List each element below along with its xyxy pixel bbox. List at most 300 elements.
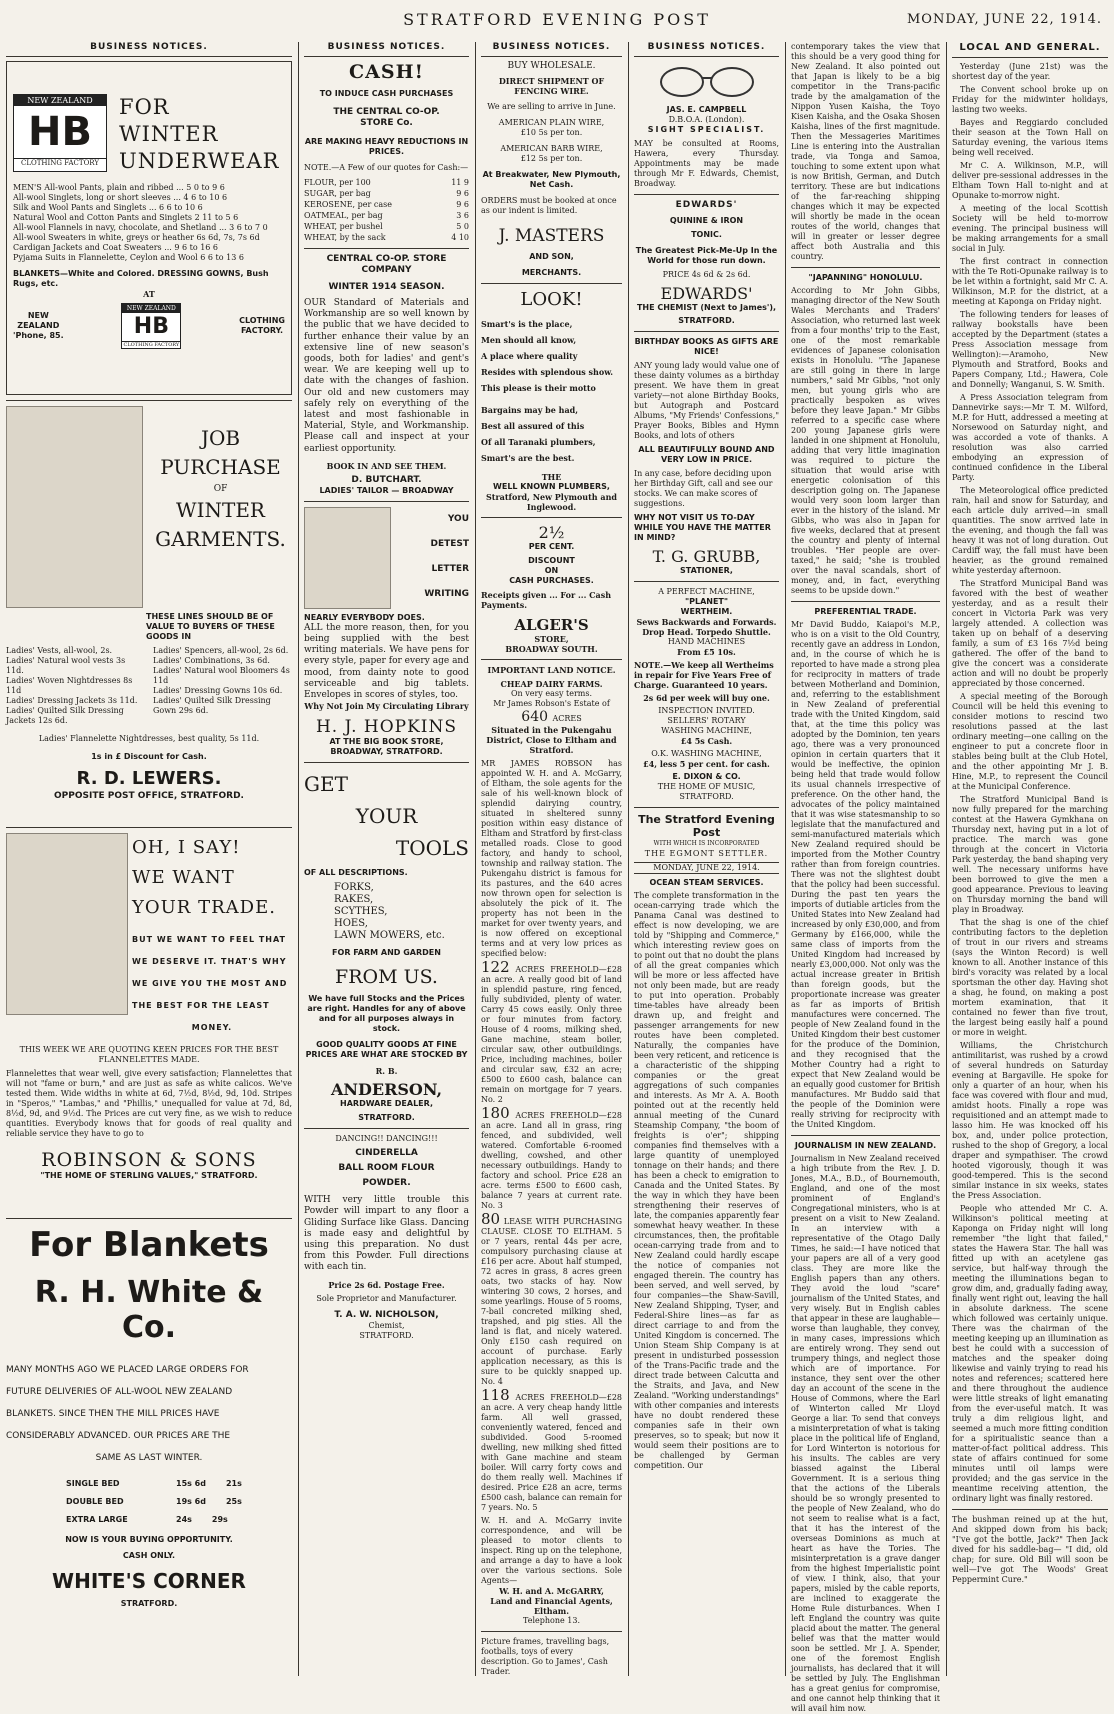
section-label: BUSINESS NOTICES. — [634, 42, 779, 57]
lewers-extra: Ladies' Flannelette Nightdresses, best quality, 5s 11d. — [38, 734, 260, 743]
dixon-from: From £5 10s. — [677, 647, 736, 657]
robinson-quoting: THIS WEEK WE ARE QUOTING KEEN PRICES FOR THE BEST FLANNELETTES MADE. — [19, 1045, 279, 1064]
white-price-b: 29s — [211, 1515, 228, 1524]
coop-note: NOTE.—A Few of our quotes for Cash:— — [304, 163, 469, 172]
article-heading: JOURNALISM IN NEW ZEALAND. — [794, 1141, 937, 1150]
column-rule — [628, 42, 629, 1676]
edwards-tonic: EDWARDS' — [675, 200, 738, 210]
land-agents2: Land and Financial Agents, Eltham. — [490, 1596, 613, 1616]
look-title: LOOK! — [520, 289, 583, 310]
look-line: Resides with splendous show. — [481, 367, 614, 377]
anderson-from-us: FROM US. — [335, 966, 438, 989]
land-acreage — [481, 709, 622, 725]
ocean-body: The complete transformation in the ocean-carrying trade which the Panama Canal was destined to effect is now developing, we are told by "Shipping and Commerce," which interesting review goes on to point out that no doubt the plans of all the great companies which will be more or less affected have not only been made, but are ready to put into operation. Probably time-tables have already been drawn up, and freight and passenger arrangements for new routes have been completed. Naturally, the companies have been very reticent, and reticence is a characteristic of the shipping companies or the great aggregations of such companies and interests. As Mr A. A. Booth pointed out at the recently held annual meeting of the Cunard Steamship Company, "the boom of freights is o'er"; shipping companies find themselves with a large quantity of unemployed tonnage on their hands; and there has been a check to emigration to Canada and the United States. By the way in which they have been strengthening their reserves of late, the companies apparently fear somewhat heavy weather. In these circumstances, then, the profitable ocean-carrying trade from and to New Zealand could hardly escape the notice of companies not engaged therein. The country has been served, and well served, by four companies—the Shaw-Savill, New Zealand Shipping, Tyser, and Federal-Shire lines—as far as direct carriage to and from the United Kingdom is concerned. The Union Steam Ship Company is at present in undisturbed possession of the Trans-Pacific trade and the direct trade between Calcutta and the Straits, and Java, and New Zealand. "Working understandings" with other companies and interests have no doubt rendered these companies safe in their own preserves, so to speak; but now it would seem their positions are to be challenged by German competition. Our — [634, 891, 779, 1470]
article-paragraph: Mr David Buddo, Kaiapoi's M.P., who is on a visit to the Old Country, recently gave an address in London, and, in the course of which he is reported to have made a strong plea for reciprocity in matters of trade between Motherland and Dominion, and, referring to the establishment in New Zealand of preferential trade with the United Kingdom, said that, at the time this policy was adopted by the Dominion, ten years ago, there was a very pronounced opinion in certain quarters that it would be ineffective, the opinion being held that trade would follow its usual channels irrespective of preference. On the other hand, the advocates of the policy maintained that it was wise statesmanship to so legislate that the manufactured and semi-manufactured materials which New Zealand required should be imported from the Mother Country rather than from foreign countries. There was not the slightest doubt that the policy had been successful. During the past ten years the imports of dutiable articles from the United States into New Zealand had increased by only £30,000, and from Germany by £166,000, while the same class of imports from the United Kingdom had increased by nearly £3,000,000. Not only was the actual increase greater in British than foreign goods, but the proportionate increase was greater as far as imports of British manufactures were concerned. The people of New Zealand found in the United Kingdom their best customer for the produce of the Dominion, and they recognised that the Mother Country had a right to expect that New Zealand would be an equally good customer for British manufactures. Mr Buddo said that the people of the Dominion were really striving for reciprocity with the United Kingdom. — [791, 620, 940, 1129]
coop-advert — [304, 61, 469, 243]
hb-foot-left — [13, 311, 64, 341]
anderson-headline-line: GET — [304, 772, 348, 797]
anderson-tool: RAKES, — [334, 894, 374, 906]
dixon-week: 2s 6d per week will buy one. — [643, 693, 770, 703]
lewers-item: Ladies' Combinations, 3s 6d. — [153, 656, 270, 665]
land-lot-number: 180 — [481, 1104, 510, 1122]
local-paragraph: The Stratford Municipal Band is now fully prepared for the marching contest at the Hawera Gymkhana on Thursday next, having put in a lot of practice. The march was gone through at the concert in Victoria Park yesterday, the band shaping very well. The necessary uniforms have been borrowed to give the men a good appearance. Previous to leaving on Thursday morning the band will play in Broadway. — [952, 795, 1108, 914]
hopkins-side-line: DETEST — [430, 538, 469, 549]
local-paragraph: Bayes and Reggiardo concluded their season at the Town Hall on Saturday evening, the various items being well received. — [952, 118, 1108, 157]
masters-plain: AMERICAN PLAIN WIRE, — [498, 118, 605, 127]
column-rule — [785, 42, 786, 1676]
nicholson-price: Price 2s 6d. Postage Free. — [328, 1279, 445, 1290]
land-acres-value: 640 — [521, 709, 549, 725]
hopkins-lead: NEARLY EVERYBODY DOES. — [304, 612, 425, 622]
coop-price-item: SUGAR, per bag — [304, 189, 371, 198]
alger-on: ON — [544, 566, 559, 575]
white-corner: WHITE'S CORNER — [52, 1569, 246, 1593]
dixon-home: THE HOME OF MUSIC, — [657, 782, 756, 791]
hb-item: Cardigan Jackets and Coat Sweaters ... 9 6 to 16 6 — [13, 243, 219, 252]
butchart-body: OUR Standard of Materials and Workmanship are so well known by the public that we have decided to further enhance their value by an extensive line of new season's goods, both for ladies' and gent's wear. We are keeping well up to date with the changes of fashion. Our old and new customers may safely rely on everything of the latest and most fashionable in Material, Style, and Workmanship. Please call and inspect at your earliest opportunity. — [304, 298, 469, 454]
hopkins-name: H. J. HOPKINS — [315, 717, 458, 738]
hopkins-body: ALL the more reason, then, for you being supplied with the best writing materials. We have pens for every style, paper for every age and mood, from dainty note to good serviceable and big tablets. Envelopes in scores of styles, too. — [304, 622, 469, 701]
edwards-pick: The Greatest Pick-Me-Up In the World for those run down. — [635, 246, 778, 265]
butchart-addr: LADIES' TAILOR — BROADWAY — [319, 485, 454, 495]
anderson-headline — [304, 768, 469, 864]
edwards-name: EDWARDS' — [660, 284, 753, 303]
hb-foot-line: NEW — [27, 311, 49, 320]
coop-sub: TO INDUCE CASH PURCHASES — [319, 89, 454, 98]
masters-at: At Breakwater, New Plymouth, Net Cash. — [482, 170, 621, 189]
robinson-headline-line: YOUR TRADE. — [132, 897, 276, 918]
coop-price-item: KEROSENE, per case — [304, 200, 392, 209]
coop-price-row — [304, 199, 469, 210]
coop-price-value: 11 9 — [451, 178, 469, 187]
section-label: BUSINESS NOTICES. — [481, 42, 622, 57]
lewers-headline — [149, 406, 292, 608]
anderson-tool: FORKS, — [334, 882, 374, 894]
robinson-headline-line: OH, I SAY! — [132, 837, 241, 858]
campbell-name: JAS. E. CAMPBELL — [666, 105, 747, 114]
hb-item: Pyjama Suits in Flannelette, Ceylon and Wool 6 6 to 13 6 — [13, 253, 244, 262]
anderson-tool: SCYTHES, — [334, 906, 388, 918]
white-price-b: 25s — [225, 1497, 242, 1506]
robinson-body: Flannelettes that wear well, give every satisfaction; Flannelettes that will not "fame or burn," and are just as safe as white calicos. We've tested them. Wide widths in white at 6d, 7½d, 8½d, 9d, 10d. Stripes in "Speros," "Lambas," and "Phillis," unequalled for value at 7d, 8d, 8½d, 9d, and 9½d. The Prices are cut very fine, as we wish to reduce quantities. Everybody knows that for goods of real quality and reliable service they have to go to — [6, 1069, 292, 1138]
white-town: STRATFORD. — [120, 1599, 178, 1608]
column-4 — [634, 42, 779, 1676]
lewers-address: OPPOSITE POST OFFICE, STRATFORD. — [54, 791, 244, 801]
lewers-discount: 1s in £ Discount for Cash. — [91, 752, 207, 761]
nicholson-sole: Sole Proprietor and Manufacturer. — [316, 1293, 457, 1303]
local-paragraph: People who attended Mr C. A. Wilkinson's political meeting at Kaponga on Friday night will long remember "the light that failed," states the Hawera Star. The hall was fitted up with an acetylene gas service, but half-way through the meeting the illuminations began to grow dim, and, gradually fading away, finally went right out, leaving the hall in absolute darkness. The scene which followed was certainly unique. There was the chairman of the meeting keeping up an illumination as best he could with a succession of matches and the speaker doing likewise and vainly trying to read his notes and references; scattered here and there throughout the audience were little streaks of light emanating from the ever-useful match. It was truly a dim religious light, and seemed a much more fitting condition for a spiritualistic seance than a matter-of-fact political address. This state of affairs continued for some minutes until oil lamps were provided; and the gas service in the meantime receiving attention, the ordinary light was finally restored. — [952, 1204, 1108, 1503]
hb-foot-line: ZEALAND — [17, 321, 60, 330]
hb-item: Silk and Wool Pants and Singlets ... 6 6 to 10 6 — [13, 203, 203, 212]
butchart-advert — [304, 254, 469, 496]
white-body-line: SAME AS LAST WINTER. — [95, 1453, 203, 1463]
grubb-name: T. G. GRUBB, — [652, 547, 761, 566]
anderson-good: GOOD QUALITY GOODS AT FINE PRICES ARE WHAT ARE STOCKED BY — [305, 1040, 468, 1060]
hb-item: All-wool Flannels in navy, chocolate, and Shetland ... 3 6 to 7 0 — [13, 223, 268, 232]
anderson-advert — [304, 768, 469, 1123]
article-heading: PREFERENTIAL TRADE. — [814, 607, 917, 616]
lewers-headline-line: JOB — [200, 426, 241, 450]
dixon-hand: HAND MACHINES — [667, 637, 746, 646]
coop-price-item: FLOUR, per 100 — [304, 178, 371, 187]
local-paragraph: A Press Association telegram from Dannevirke says:—Mr T. M. Wilford, M.P. for Hutt, addressed a meeting at Norsewood on Saturday night, and was accorded a vote of thanks. A resolution was also carried embodying an expression of continued confidence in the Liberal Party. — [952, 393, 1108, 482]
lewers-item: Ladies' Vests, all-wool, 2s. — [6, 646, 113, 655]
column-5 — [791, 42, 940, 1713]
white-price-b: 21s — [225, 1479, 242, 1488]
grubb-why: WHY NOT VISIT US TO-DAY WHILE YOU HAVE THE MATTER IN MIND? — [634, 513, 771, 542]
coop-prices — [304, 177, 469, 243]
nicholson-product3: POWDER. — [362, 1178, 411, 1189]
hb-headline-line: FOR — [119, 95, 170, 119]
land-tel: Telephone 13. — [523, 1616, 580, 1625]
edwards-chemist: THE CHEMIST (Next to James'), — [636, 303, 777, 312]
article-paragraph: Journalism in New Zealand received a high tribute from the Rev. J. D. Jones, M.A., B.D., of Bournemouth, England, and one of the most prominent of England's Congregational ministers, who is at present on a visit to New Zealand. In an interview with a representative of the Otago Daily Times, he said:—I have noticed that your papers are all of a very good class. They are more like the English papers than any others. They avoid the loud "scare" journalism of the United States, and very wisely. But in English cables that appear in these are laughable—worse than laughable, they convey, in many cases, impressions which are entirely wrong. They send out trumpery things, and neglect those which are of importance. For instance, they sent over the other day an account of the scene in the House of Commons, where the Earl of Winterton called Mr Lloyd George a liar. To send that conveys a misinterpretation of what is taking place in the political life of England, for Lord Winterton is notorious for his insults. The cables are very biassed against the Liberal Government. It is a serious thing that the actions of the Liberals should be so wrongly presented to the people of New Zealand, who do not seem to realise what is a fact, that it has the interest of the overseas Dominions as much at heart as have the Tories. The misinterpretation is a grave danger from the highest Imperialistic point of view. I think, also, that your papers, misled by the cable reports, are inclined to exaggerate the Home Rule disturbances. When I left England the country was quite placid about the matter. The general belief was that the matter would soon be settled. Mr J. A. Spender, one of the foremost English journalists, has declared that it will be settled by July. The Englishman has a great genius for compromise, and one cannot help thinking that it will avail him now. — [791, 1154, 940, 1713]
ladies-illustration — [6, 406, 143, 608]
robinson-name: ROBINSON & SONS — [41, 1149, 257, 1171]
look-line: A place where quality — [481, 351, 578, 361]
robinson-line: WE DESERVE IT. THAT'S WHY — [132, 957, 287, 966]
coop-store: THE CENTRAL CO-OP. — [333, 107, 440, 117]
white-advert — [6, 1225, 292, 1609]
dixon-town: STRATFORD. — [679, 792, 734, 801]
land-lot — [481, 1386, 622, 1513]
hb-foot-line: CLOTHING — [239, 316, 285, 325]
anderson-headline-line: TOOLS — [395, 836, 469, 861]
lewers-name: R. D. LEWERS. — [76, 768, 222, 789]
robinson-advert — [6, 833, 292, 1213]
local-verse: The bushman reined up at the hut, And skipped down from his back; "I've got the bottle, Jack?" Then Jack dived for his saddle-bag— "I did, old chap; for sure. Old Bill will soon be well—I've got The Woods' Great Peppermint Cure." — [952, 1515, 1108, 1584]
anderson-trade: HARDWARE DEALER, — [340, 1099, 433, 1109]
hb-logo-small-top: NEW ZEALAND — [122, 304, 180, 313]
hopkins-addr: AT THE BIG BOOK STORE, BROADWAY, STRATFORD. — [329, 737, 444, 757]
hb-blankets: BLANKETS—White and Colored. DRESSING GOWNS, Bush Rugs, etc. — [13, 269, 269, 288]
paper-nameplate — [634, 813, 779, 874]
paper-with: WITH WHICH IS INCORPORATED — [653, 840, 760, 847]
campbell-body: MAY be consulted at Rooms, Hawera, every Thursday. Appointments may be made through Mr F. Edwards, Chemist, Broadway. — [634, 139, 779, 188]
white-price-a: 19s 6d — [176, 1497, 206, 1506]
lewers-headline-line: GARMENTS. — [155, 527, 286, 551]
ocean-title: OCEAN STEAM SERVICES. — [649, 878, 764, 887]
anderson-stock: We have full Stocks and the Prices are right. Handles for any of above and for all purposes always in stock. — [307, 994, 466, 1034]
butchart-title: CENTRAL CO-OP. STORE COMPANY — [326, 254, 447, 275]
coop-price-row — [304, 232, 469, 243]
masters-plain-price: £10 5s per ton. — [520, 128, 583, 137]
local-paragraph: A special meeting of the Borough Council will be held this evening to consider motions to rescind two resolutions passed at the last ordinary meeting—one calling on the engineer to put a concrete floor in stables being built at the Club Hotel, and the other appointing Mr J. B. Hine, M.P., to represent the Council at the Municipal Conference. — [952, 692, 1108, 791]
land-lot-number: 118 — [481, 1386, 510, 1404]
alger-per: PER CENT. — [528, 542, 575, 551]
local-paragraph: The Meteorological office predicted rain, hail and snow for Saturday, and each article duly arrived—in small quantities. The snow arrived late in the evening, and though the fall was heavy it was not of long duration. Out Cardiff way, the fall must have been heavier, as the ground remained white yesterday afternoon. — [952, 486, 1108, 575]
alger-advert — [481, 523, 622, 654]
anderson-town: STRATFORD. — [358, 1113, 415, 1123]
column-rule — [475, 42, 476, 1676]
white-prices — [6, 1475, 292, 1529]
masters-barb: AMERICAN BARB WIRE, — [500, 144, 603, 153]
hb-logo-small-bottom: CLOTHING FACTORY — [123, 342, 180, 348]
land-body: MR JAMES ROBSON has appointed W. H. and A. McGarry, of Eltham, the sole agents for the sale of his well-known block of splendid dairying country, situated in sheltered sunny position within easy distance of Eltham and Stratford by first-class metalled roads. Close to good factory, and handy to school, township and railway station. The Pukengahu district is famous for its pastures, and the 640 acres now thrown open for selection is absolutely the pick of it. The property has not been in the market for over twenty years, and is now offered on exceptional terms and at very low prices as specified below: — [481, 759, 622, 958]
coop-store2: STORE Co. — [360, 118, 413, 128]
white-body-line: FUTURE DELIVERIES OF ALL-WOOL NEW ZEALAND — [6, 1387, 233, 1397]
white-body-line: MANY MONTHS AGO WE PLACED LARGE ORDERS FOR — [6, 1365, 249, 1375]
coop-price-row — [304, 188, 469, 199]
grubb-all: ALL BEAUTIFULLY BOUND AND VERY LOW IN PRICE. — [638, 445, 775, 464]
grubb-trade: STATIONER, — [680, 566, 733, 575]
white-cash: CASH ONLY. — [122, 1551, 176, 1560]
coop-price-value: 3 6 — [456, 211, 469, 220]
hopkins-side-line: YOU — [447, 513, 469, 524]
edwards-t2: QUININE & IRON — [669, 216, 744, 225]
land-lot-number: 80 — [481, 1210, 501, 1228]
column-rule — [946, 42, 947, 1676]
nicholson-town: STRATFORD. — [359, 1330, 414, 1340]
white-name: R. H. White & Co. — [34, 1275, 264, 1345]
column-1 — [6, 42, 292, 1676]
james-notice: Picture frames, travelling bags, footballs, toys of every description. Go to James', Cash Trader. — [481, 1637, 610, 1676]
hb-foot-line: 'Phone, 85. — [13, 331, 64, 340]
hb-headline-line: WINTER — [119, 122, 219, 146]
land-cheap: CHEAP DAIRY FARMS. — [500, 679, 603, 689]
look-advert — [481, 289, 622, 512]
section-label-local: LOCAL AND GENERAL. — [952, 42, 1108, 58]
hb-logo-small-mark: HB — [133, 314, 169, 339]
anderson-tools — [334, 882, 469, 942]
land-lot-text: ACRES FREEHOLD—£28 an acre. Land all in grass, ring fenced, and subdivided, well watered. Comfortable 6-roomed dwelling, cowshed, and other necessary outbuildings. Handy to factory and school. Price £28 an acre. terms £500 to £600 cash, balance 7 years at current rate. No. 3 — [481, 1111, 622, 1210]
spectacles-icon — [652, 63, 762, 99]
hb-logo-small — [121, 303, 181, 349]
land-title: IMPORTANT LAND NOTICE. — [487, 665, 616, 675]
look-lines — [481, 316, 622, 466]
paper-egmont: THE EGMONT SETTLER. — [644, 849, 769, 858]
anderson-initials: R. B. — [375, 1066, 398, 1077]
hb-logo-mark: HB — [28, 109, 92, 155]
alger-name: ALGER'S — [514, 616, 589, 634]
lewers-item: Ladies' Woven Nightdresses 8s 11d — [6, 676, 133, 695]
local-paragraph: The Convent school broke up on Friday for the midwinter holidays, lasting two weeks. — [952, 85, 1108, 114]
edwards-town: STRATFORD. — [678, 316, 735, 325]
campbell-advert — [634, 63, 779, 189]
hb-item: MEN'S All-wool Pants, plain and ribbed ... 5 0 to 9 6 — [13, 183, 225, 192]
anderson-name: ANDERSON, — [330, 1080, 443, 1100]
dixon-advert — [634, 587, 779, 802]
masters-direct: DIRECT SHIPMENT OF FENCING WIRE. — [498, 76, 605, 96]
robinson-headline — [132, 833, 292, 1039]
look-name: WELL KNOWN PLUMBERS, — [493, 482, 610, 491]
robinson-headline-line: WE WANT — [132, 867, 235, 888]
hb-foot-right — [239, 316, 285, 336]
hb-logo-bottom: CLOTHING FACTORY — [14, 158, 106, 167]
land-lot-text: ACRES FREEHOLD—£28 an acre. A really good bit of land in splendid pasture, ring fenced, fully subdivided, plenty of water. Carry 45 cows easily. Only three or four minutes from factory. House of 4 rooms, milking shed, Gane machine, steam boiler, circular saw, other outbuildings. Price, including machines, boiler and circular saw, £32 an acre; £500 to £600 cash, balance can remain on mortgage for 7 years. No. 2 — [481, 965, 622, 1104]
article-paragraph: contemporary takes the view that this should be a very good thing for New Zealand. It also pointed out that Japan is likely to be a big competitor in the Trans-pacific trade by the amalgamation of the Nippon Yusen Kaisha, the Toyo Kisen Kaisha, and the Osaka Shosen Kaisha, lines of the first magnitude. Then the Messageries Maritimes Line is entering into the Australian trade, via Tonga and Samoa, touching to some extent upon what is now British, German, and Dutch territory. These are but indications of the far-reaching shipping changes which it may be expected will shortly be made in the ocean routes of the world, changes that will in greater or lesser degree affect both Australia and this country. — [791, 42, 940, 261]
alger-store: STORE, — [534, 634, 569, 644]
article-heading: "JAPANNING" HONOLULU. — [808, 273, 923, 282]
look-line: This please is their motto — [481, 383, 596, 393]
column-rule — [298, 42, 299, 1676]
land-lot-text: ACRES FREEHOLD—£28 an acre. A very cheap handy little farm. All well grassed, conveniently watered, fenced and subdivided. Good 5-roomed dwelling, new milking shed fitted with Gane machine and steam boiler. Will carry forty cows and do them really well. Machines if desired. Price £28 an acre, terms £500 cash, balance can remain for 7 years. No. 5 — [481, 1393, 622, 1512]
local-paragraph: The Stratford Municipal Band was favored with the best of weather yesterday, and as a result their concert in Victoria Park was very largely attended. A collection was taken up on behalf of a deserving family, a sum of £3 16s 7½d being gathered. The offer of the band to give the concert was a considerate action and will no doubt be properly appreciated by those concerned. — [952, 579, 1108, 688]
masters-orders: ORDERS must be booked at once as our indent is limited. — [481, 196, 617, 215]
lewers-headline-line: PURCHASE — [160, 455, 281, 479]
coop-price-row — [304, 210, 469, 221]
local-paragraph: A meeting of the local Scottish Society will be held to-morrow evening. The principal business will be making arrangements for a small social in July. — [952, 204, 1108, 253]
hopkins-side-line: LETTER — [431, 563, 469, 574]
white-price-row — [6, 1493, 292, 1511]
butchart-book: BOOK IN AND SEE THEM. — [326, 460, 447, 471]
masters-barb-price: £12 5s per ton. — [520, 154, 583, 163]
paper-date: MONDAY, JUNE 22, 1914. — [634, 862, 779, 874]
land-foot: W. H. and A. McGarry invite correspondence, and will be pleased to motor clients to inspect. Ring up on the telephone, and arrange a day to have a look over the various sections. Sole Agents— — [481, 1516, 622, 1585]
white-body-line: BLANKETS. SINCE THEN THE MILL PRICES HAVE — [6, 1409, 220, 1419]
land-advert — [481, 665, 622, 1677]
look-line: Bargains may be had, — [481, 405, 579, 415]
masthead — [0, 0, 1114, 30]
alger-disc: DISCOUNT — [528, 556, 575, 565]
hb-item: Natural Wool and Cotton Pants and Singlets 2 11 to 5 6 — [13, 213, 239, 222]
land-agents: W. H. and A. McGARRY, — [499, 1586, 604, 1596]
dixon-name: E. DIXON & CO. — [672, 772, 741, 781]
lewers-advert — [6, 406, 292, 822]
grubb-title: BIRTHDAY BOOKS AS GIFTS ARE NICE! — [634, 337, 779, 356]
hb-logo-top: NEW ZEALAND — [14, 95, 106, 106]
lewers-headline-line: OF — [213, 484, 228, 494]
hb-headline-line: UNDERWEAR — [119, 149, 280, 173]
hb-at: AT — [143, 289, 155, 299]
hb-item: All-wool Sweaters in white, greys or heather 6s 6d, 7s, 7s 6d — [13, 233, 260, 242]
dixon-wm-price: £4 5s Cash. — [680, 736, 733, 746]
writing-desk-illustration — [304, 507, 391, 609]
edwards-advert — [634, 200, 779, 326]
coop-price-value: 5 0 — [456, 222, 469, 231]
coop-price-item: WHEAT, by the sack — [304, 233, 386, 242]
hb-price-list — [13, 183, 285, 263]
coop-price-value: 9 6 — [456, 200, 469, 209]
alger-pct: 2½ — [538, 523, 565, 542]
dixon-planet: "PLANET" — [684, 597, 729, 606]
lewers-items-right — [153, 646, 292, 726]
hopkins-why: Why Not Join My Circulating Library — [304, 701, 469, 712]
edwards-t3: TONIC. — [691, 230, 722, 239]
campbell-title: SIGHT SPECIALIST. — [647, 125, 766, 134]
masthead-date: MONDAY, JUNE 22, 1914. — [907, 12, 1102, 27]
white-headline: For Blankets — [29, 1225, 269, 1265]
section-label: BUSINESS NOTICES. — [304, 42, 469, 57]
dixon-ok: O.K. WASHING MACHINE, — [651, 749, 762, 758]
hb-headline — [119, 94, 279, 175]
section-label: BUSINESS NOTICES. — [6, 42, 292, 57]
hb-foot-line: FACTORY. — [241, 326, 284, 335]
masters-name: J. MASTERS — [498, 226, 605, 246]
lewers-item: Ladies' Dressing Jackets 3s 11d. — [6, 696, 138, 705]
coop-price-row — [304, 177, 469, 188]
lewers-item: Ladies' Quilted Silk Dressing Jackets 12s 6d. — [6, 706, 124, 725]
alger-addr: BROADWAY SOUTH. — [505, 644, 598, 654]
coop-price-value: 4 10 — [451, 233, 469, 242]
land-acres-label: ACRES — [552, 714, 582, 723]
robinson-lines — [132, 929, 292, 1039]
anderson-for-farm: FOR FARM AND GARDEN — [332, 948, 441, 958]
land-lot — [481, 1210, 622, 1387]
lewers-item: Ladies' Natural wool Bloomers 4s 11d — [153, 666, 290, 685]
coop-making: ARE MAKING HEAVY REDUCTIONS IN PRICES. — [304, 137, 469, 156]
masters-buy: BUY WHOLESALE. — [507, 61, 596, 71]
lewers-item: Ladies' Quilted Silk Dressing Gown 29s 6d. — [153, 696, 271, 715]
land-lot-text: LEASE WITH PURCHASING CLAUSE. CLOSE TO ELTHAM. 5 or 7 years, rental 44s per acre, compulsory purchasing clause at £16 per acre. About half stumped, 72 acres in grass, 8 acres green oats, two stacks of hay. Now wintering 30 cows, 2 horses, and some yearlings. House of 5 rooms, 7-bail concreted milking shed, trapshed, and pig sties. All the land is flat, and nicely watered. Only £150 cash required on account of purchase. Early application necessary, as this is sure to be quickly snapped up. No. 4 — [481, 1217, 622, 1386]
dixon-ok-price: £4, less 5 per cent. for cash. — [643, 759, 770, 769]
herald-illustration — [6, 833, 128, 1015]
white-price-row — [6, 1475, 292, 1493]
white-now: NOW IS YOUR BUYING OPPORTUNITY. — [65, 1535, 233, 1544]
dixon-inspection: INSPECTION INVITED. — [658, 706, 755, 715]
land-estate: Mr James Robson's Estate of — [493, 699, 610, 708]
nicholson-product: CINDERELLA — [355, 1148, 418, 1159]
edwards-price: PRICE 4s 6d & 2s 6d. — [662, 270, 751, 279]
coop-price-value: 9 6 — [456, 189, 469, 198]
look-line: Smart's is the place, — [481, 319, 573, 329]
lewers-item: Ladies' Natural wool vests 3s 11d. — [6, 656, 126, 675]
robinson-line: WE GIVE YOU THE MOST AND — [132, 979, 288, 988]
hopkins-advert — [304, 507, 469, 757]
dixon-sews: Sews Backwards and Forwards. Drop Head. Torpedo Shuttle. — [636, 617, 777, 637]
land-lot — [481, 958, 622, 1105]
lewers-item: Ladies' Dressing Gowns 10s 6d. — [153, 686, 283, 695]
white-price-label: SINGLE BED — [66, 1479, 120, 1488]
nicholson-advert — [304, 1134, 469, 1340]
column-6 — [952, 42, 1108, 1676]
white-price-a: 15s 6d — [176, 1479, 206, 1488]
coop-price-row — [304, 221, 469, 232]
masters-name2: AND SON, — [529, 252, 574, 261]
white-price-a: 24s — [176, 1515, 192, 1524]
land-situated: Situated in the Pukengahu District, Close to Eltham and Stratford. — [486, 725, 617, 755]
look-the: THE — [541, 472, 562, 482]
nicholson-trade: Chemist, — [368, 1320, 405, 1330]
local-paragraph: The following tenders for leases of railway bookstalls have been accepted by the Department (states a Press Association message from Wellington):—Aramoho, New Plymouth and Stratford, Books and Papers Company, Ltd.; Hawera, Cole and Donnelly; Wanganui, S. W. Smith. — [952, 310, 1108, 389]
anderson-tool: HOES, — [334, 918, 368, 930]
anderson-headline-line: YOUR — [355, 804, 418, 829]
white-body-line: CONSIDERABLY ADVANCED. OUR PRICES ARE THE — [6, 1431, 231, 1441]
local-paragraph: Yesterday (June 21st) was the shortest day of the year. — [952, 62, 1108, 81]
look-line: Smart's are the best. — [481, 453, 575, 463]
nicholson-product2: BALL ROOM FLOUR — [338, 1163, 435, 1174]
masters-advert — [481, 61, 622, 278]
robinson-line: BUT WE WANT TO FEEL THAT — [132, 935, 287, 944]
land-lot-number: 122 — [481, 958, 510, 976]
lewers-item: Ladies' Spencers, all-wool, 2s 6d. — [153, 646, 289, 655]
white-price-label: DOUBLE BED — [66, 1497, 124, 1506]
look-line: Of all Taranaki plumbers, — [481, 437, 596, 447]
dixon-sellers: SELLERS' ROTARY — [667, 716, 746, 725]
alger-receipts: Receipts given ... For ... Cash Payments. — [481, 590, 612, 610]
look-line: Men should all know, — [481, 335, 577, 345]
column-3 — [481, 42, 622, 1676]
land-terms: On very easy terms. — [510, 689, 593, 698]
butchart-name: D. BUTCHART. — [351, 474, 422, 485]
robinson-tag: "THE HOME OF STERLING VALUES," STRATFORD. — [40, 1171, 258, 1180]
dixon-wertheim: WERTHEIM. — [680, 607, 733, 616]
robinson-line: MONEY. — [191, 1023, 233, 1032]
hb-item: All-wool Singlets, long or short sleeves ... 4 6 to 10 6 — [13, 193, 228, 202]
lewers-items-left — [6, 646, 145, 726]
land-lot — [481, 1104, 622, 1211]
look-addr: Stratford, New Plymouth and Inglewood. — [485, 492, 617, 512]
nicholson-dancing: DANCING!! DANCING!!! — [335, 1134, 438, 1144]
look-line: Best all assured of this — [481, 421, 585, 431]
dixon-note: NOTE.—We keep all Wertheims in repair for Five Years Free of Charge. Guaranteed 10 years. — [634, 660, 774, 690]
hb-advert — [6, 61, 292, 395]
hopkins-side — [395, 507, 469, 609]
dixon-perfect: A PERFECT MACHINE, — [658, 587, 755, 596]
nicholson-body: WITH very little trouble this Powder will impart to any floor a Gliding Surface like Glass. Dancing is made easy and delightful by using this preparation. No dust from this Powder. Full directions with each tin. — [304, 1195, 469, 1273]
alger-cash: CASH PURCHASES. — [509, 576, 594, 585]
butchart-season: WINTER 1914 SEASON. — [328, 282, 445, 292]
